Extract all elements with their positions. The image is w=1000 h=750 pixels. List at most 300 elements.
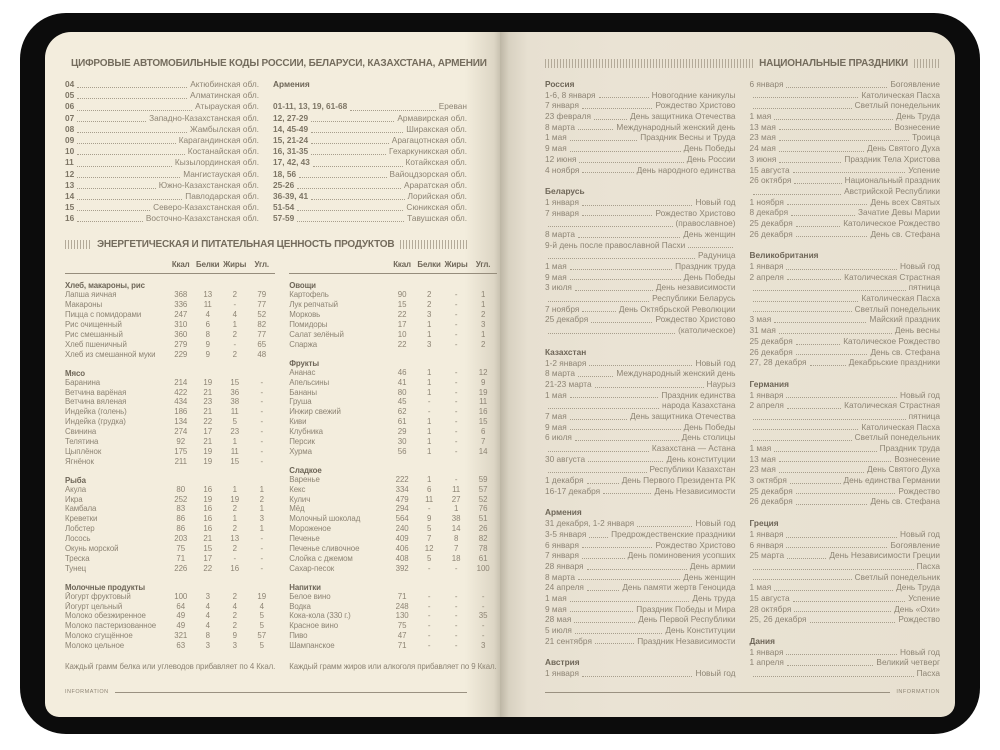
fat-value: 1 — [232, 320, 237, 330]
kcal-value: 71 — [176, 553, 185, 563]
country-header: Беларусь — [545, 186, 585, 197]
country-header: Армения — [545, 507, 582, 518]
food-row — [65, 514, 275, 524]
protein-value: - — [427, 563, 431, 573]
holiday-row — [545, 529, 736, 540]
dotted-leader — [570, 429, 681, 430]
kcal-value: 240 — [395, 524, 409, 534]
carbs-value: 2 — [480, 339, 486, 349]
holiday-date: 2 апреля — [749, 400, 784, 411]
carbs-value: 82 — [257, 320, 266, 330]
country-header: Россия — [545, 79, 575, 89]
holiday-name: День женщин — [683, 228, 736, 239]
carbs-value: 79 — [257, 290, 266, 300]
holiday-date: 1-2 января — [545, 357, 587, 368]
kcal-value: 49 — [176, 611, 185, 621]
holiday-date: 1 мая — [545, 592, 567, 603]
dotted-leader — [582, 311, 615, 312]
holiday-date: 2 апреля — [749, 271, 784, 282]
carbs-value: 5 — [259, 621, 264, 631]
protein-value: - — [427, 631, 431, 641]
protein-value: - — [427, 591, 431, 601]
food-row — [289, 340, 496, 350]
holiday-name: День Конституции — [665, 625, 736, 635]
code-value: 17, 42, 43 — [273, 157, 310, 168]
hatch-decoration — [400, 240, 467, 249]
food-row — [289, 504, 496, 514]
holiday-date: 13 мая — [749, 453, 776, 464]
food-group-header: Сладкое — [289, 465, 322, 475]
kcal-value: 71 — [397, 641, 407, 651]
dotted-leader — [787, 279, 841, 280]
code-value: 13 — [65, 179, 75, 190]
fat-value: - — [233, 339, 236, 349]
food-name: Молоко пастеризованное — [65, 621, 157, 631]
holiday-name: Рождество Христово — [655, 314, 736, 325]
food-name: Хлеб пшеничный — [65, 339, 127, 349]
region-name: Мангистауская обл. — [183, 168, 259, 179]
protein-value: 16 — [203, 484, 212, 494]
food-row — [289, 592, 496, 602]
food-rows-right — [289, 281, 496, 651]
kcal-value: 310 — [174, 320, 188, 330]
kcal-value: 274 — [174, 427, 188, 437]
holiday-name: Католическое Рождество — [843, 217, 940, 228]
protein-value: 19 — [203, 494, 212, 504]
dotted-leader — [579, 162, 683, 163]
holiday-name: Праздник Весны и Труда — [640, 132, 736, 143]
carbs-value: - — [481, 621, 485, 631]
dotted-leader — [570, 397, 659, 398]
holiday-name: День Первого Президента РК — [621, 475, 736, 486]
food-name: Кока-кола (330 г.) — [289, 611, 351, 621]
dotted-leader — [791, 215, 855, 216]
holiday-row — [750, 657, 941, 668]
dotted-leader — [548, 451, 649, 452]
dotted-leader — [77, 121, 146, 122]
holiday-name: пятница — [908, 282, 940, 293]
protein-value: 1 — [426, 330, 432, 339]
holiday-date: 26 октября — [749, 175, 792, 186]
code-row — [273, 202, 467, 213]
kcal-value: 64 — [176, 601, 185, 611]
holiday-date: 1-6, 8 января — [545, 89, 596, 100]
holiday-row — [750, 132, 941, 143]
holiday-name: День Независимости — [654, 485, 736, 496]
kcal-value: 29 — [397, 427, 407, 437]
kcal-value: 479 — [395, 494, 409, 504]
dotted-leader — [810, 365, 846, 366]
car-codes-title-bar — [65, 57, 487, 70]
code-value: 25-26 — [273, 179, 295, 190]
holiday-name: Успение — [908, 592, 940, 603]
protein-value: - — [427, 641, 431, 651]
food-column-left — [65, 260, 275, 671]
holiday-row — [750, 464, 941, 475]
region-name: Армавирская обл. — [397, 112, 467, 123]
holiday-row — [545, 282, 736, 293]
holiday-row — [750, 90, 941, 101]
carbs-value: 19 — [257, 591, 266, 601]
dotted-leader — [637, 526, 692, 527]
holiday-name: Католическая Пасха — [861, 89, 940, 100]
holiday-row — [545, 411, 736, 422]
kcal-value: 214 — [174, 377, 188, 387]
dotted-leader — [595, 387, 704, 388]
dotted-leader — [779, 151, 864, 152]
dotted-leader — [548, 408, 659, 409]
food-name: Киви — [289, 417, 307, 427]
kcal-value: 45 — [397, 397, 407, 407]
kcal-value: 134 — [174, 417, 188, 427]
holiday-name: День Победы — [683, 421, 736, 432]
holiday-row — [750, 197, 941, 208]
holiday-date: 1 мая — [749, 582, 772, 593]
holiday-date: 1 января — [749, 646, 784, 657]
food-name: Макароны — [65, 300, 103, 310]
holiday-date: 6 июля — [545, 432, 572, 443]
dotted-leader — [787, 408, 841, 409]
holiday-row — [545, 593, 736, 604]
holiday-date: 1 января — [749, 528, 784, 539]
holiday-name: Рождество Христово — [655, 539, 736, 550]
food-row — [289, 485, 496, 495]
dotted-leader — [787, 665, 874, 666]
code-value: 07 — [65, 112, 75, 123]
holiday-date: 1 января — [545, 668, 579, 679]
fat-value: 19 — [230, 494, 239, 504]
fat-value: 2 — [232, 290, 237, 300]
holiday-name: Рождество Христово — [655, 207, 736, 218]
food-row — [65, 447, 275, 457]
carbs-value: 1 — [259, 504, 264, 514]
holiday-date: 25 декабря — [545, 314, 589, 325]
holiday-name: Рождество — [898, 614, 940, 625]
food-row — [65, 378, 275, 388]
dotted-leader — [582, 172, 633, 173]
protein-value: 22 — [203, 563, 212, 573]
dotted-leader — [774, 322, 866, 323]
protein-value: 1 — [426, 377, 432, 387]
spacer — [545, 336, 736, 347]
food-name: Креветки — [65, 514, 98, 524]
dotted-leader — [570, 419, 627, 420]
kcal-value: 10 — [397, 330, 407, 339]
code-row — [65, 124, 259, 135]
holiday-row — [545, 132, 736, 143]
food-name: Ягнёнок — [65, 456, 94, 466]
dotted-leader — [810, 622, 896, 623]
dotted-leader — [753, 194, 842, 195]
holiday-name: День св. Стефана — [870, 496, 940, 507]
food-row — [65, 554, 275, 564]
food-row — [289, 417, 496, 427]
code-value: 14 — [65, 190, 75, 201]
region-name: Павлодарская обл. — [185, 190, 259, 201]
protein-value: 1 — [426, 474, 432, 484]
holiday-row — [750, 357, 941, 368]
food-row — [289, 320, 496, 330]
protein-value: 19 — [203, 446, 212, 456]
holiday-name: День св. Стефана — [870, 228, 940, 239]
carbs-value: - — [481, 631, 485, 641]
holiday-row — [545, 443, 736, 454]
dotted-leader — [595, 643, 634, 644]
holiday-row — [750, 496, 941, 507]
code-row — [65, 79, 259, 90]
dotted-leader — [786, 397, 897, 398]
fat-value: - — [454, 407, 458, 417]
dotted-leader — [753, 676, 914, 677]
dotted-leader — [774, 451, 876, 452]
region-name: Ширакская обл. — [406, 123, 467, 134]
holiday-date: 16-17 декабря — [545, 485, 601, 496]
food-name: Баранина — [65, 377, 101, 387]
dotted-leader — [582, 205, 693, 206]
carbs-value: 57 — [257, 631, 266, 641]
food-name: Йогурт цельный — [65, 601, 123, 611]
dotted-leader — [311, 121, 394, 122]
food-name: Лук репчатый — [289, 300, 338, 310]
holiday-name: День поминовения усопших — [627, 550, 736, 561]
holiday-date: 7 мая — [545, 410, 567, 421]
holiday-name: День защитника Отечества — [630, 410, 736, 421]
holiday-row — [750, 582, 941, 593]
holiday-date: 1 декабря — [545, 475, 584, 486]
dotted-leader — [297, 221, 404, 222]
dotted-leader — [787, 204, 868, 205]
dotted-leader — [753, 569, 914, 570]
hatch-decoration — [914, 59, 940, 68]
fat-value: - — [454, 290, 458, 300]
food-name: Варенье — [289, 474, 320, 484]
food-name: Акула — [65, 484, 87, 494]
food-name: Ветчина вяленая — [65, 397, 127, 407]
kcal-value: 75 — [397, 621, 407, 631]
region-name: Арагацотнская обл. — [391, 134, 467, 145]
region-name: Тавушская обл. — [407, 213, 467, 224]
holiday-name: День всех Святых — [870, 196, 940, 207]
protein-value: 6 — [205, 320, 210, 330]
holiday-row — [750, 347, 941, 358]
carbs-value: 100 — [476, 563, 490, 573]
carbs-value: 1 — [480, 330, 486, 339]
protein-value: 4 — [205, 611, 210, 621]
food-name: Морковь — [289, 310, 321, 320]
holiday-name: Наурыз — [706, 378, 736, 389]
region-name: Атырауская обл. — [195, 101, 259, 112]
holiday-row — [545, 572, 736, 583]
holiday-name: Новогодние каникулы — [651, 89, 736, 100]
kcal-value: 222 — [395, 474, 409, 484]
holiday-row — [545, 636, 736, 647]
spacer — [545, 646, 736, 657]
food-name: Помидоры — [289, 320, 328, 330]
fat-value: 16 — [230, 563, 239, 573]
food-name: Камбала — [65, 504, 97, 514]
holiday-row — [545, 614, 736, 625]
protein-value: 1 — [426, 320, 432, 330]
holiday-date: 1 мая — [749, 111, 772, 122]
food-row — [65, 320, 275, 330]
fat-value: 11 — [452, 484, 461, 494]
carbs-value: 16 — [478, 407, 488, 417]
food-row — [289, 602, 496, 612]
region-name: Гехаркуникская обл. — [389, 146, 467, 157]
carbs-value: 61 — [478, 553, 488, 563]
holiday-date: 1 мая — [545, 132, 567, 143]
dotted-leader — [350, 110, 435, 111]
kcal-note-right: Каждый грамм жиров или алкоголя прибавляет по 9 Ккал. — [289, 662, 497, 672]
kcal-value: 71 — [397, 591, 407, 601]
protein-value: 22 — [203, 417, 212, 427]
region-name: Восточно-Казахстанская обл. — [145, 213, 259, 224]
fat-value: 2 — [232, 591, 237, 601]
holiday-date: 1 мая — [749, 443, 772, 453]
food-name: Салат зелёный — [289, 330, 344, 339]
code-row — [65, 157, 259, 168]
kcal-value: 15 — [397, 300, 407, 310]
carbs-value: 1 — [480, 290, 486, 300]
food-row — [289, 447, 496, 457]
protein-value: 1 — [426, 417, 432, 427]
spacer — [750, 368, 941, 379]
food-name: Бананы — [289, 387, 317, 397]
code-value: 05 — [65, 90, 75, 101]
holiday-row — [750, 614, 941, 625]
code-value: 04 — [65, 79, 75, 89]
dotted-leader — [796, 236, 868, 237]
holiday-row — [750, 529, 941, 540]
holiday-row — [750, 668, 941, 679]
holiday-row — [545, 143, 736, 154]
carbs-value: 3 — [259, 514, 264, 524]
fat-value: - — [454, 631, 458, 641]
carbs-value: 1 — [259, 524, 264, 534]
food-name: Спаржа — [289, 339, 318, 349]
fat-value: 38 — [451, 514, 461, 524]
holiday-name: Вознесение — [894, 453, 940, 464]
holiday-row — [545, 229, 736, 240]
food-name: Молочный шоколад — [289, 514, 361, 524]
holiday-row — [545, 325, 736, 336]
dotted-leader — [688, 247, 732, 248]
fat-value: - — [454, 339, 458, 349]
dotted-leader — [753, 108, 852, 109]
kcal-value: 336 — [174, 300, 188, 310]
kcal-value: 63 — [176, 641, 185, 651]
holiday-name: Праздник труда — [879, 443, 940, 453]
holiday-row — [545, 518, 736, 529]
holiday-name: Зачатие Девы Марии — [858, 207, 940, 218]
holiday-date: 8 марта — [545, 228, 575, 239]
holiday-name: Рождество — [898, 485, 940, 496]
food-name: Лапша яичная — [65, 290, 117, 300]
carbs-value: - — [260, 456, 263, 466]
holiday-name: Католическая Страстная — [844, 400, 940, 411]
holiday-name: Светлый понедельник — [854, 303, 940, 314]
carbs-value: 11 — [479, 397, 488, 407]
holiday-name: пятница — [908, 410, 940, 421]
holiday-row — [750, 411, 941, 422]
food-row — [289, 475, 496, 485]
kcal-value: 86 — [176, 524, 185, 534]
fat-value: - — [454, 621, 458, 631]
code-value: 10 — [65, 146, 75, 157]
region-name: Актюбинская обл. — [190, 79, 259, 89]
carbs-value: - — [260, 553, 263, 563]
holiday-date: 1 января — [749, 261, 784, 271]
dotted-leader — [591, 322, 652, 323]
food-group-header: Мясо — [65, 368, 85, 378]
food-row — [65, 524, 275, 534]
dotted-leader — [77, 210, 150, 211]
fat-value: 2 — [232, 349, 237, 359]
fat-value: 8 — [453, 534, 459, 544]
food-row — [289, 495, 496, 505]
kcal-value: 61 — [397, 417, 407, 427]
food-group-header: Напитки — [289, 582, 321, 592]
holiday-row — [545, 358, 736, 369]
holiday-date: 23 мая — [749, 464, 776, 475]
holiday-row — [545, 475, 736, 486]
food-row — [289, 554, 496, 564]
dotted-leader — [786, 269, 897, 270]
protein-value: - — [427, 611, 431, 621]
kcal-value: 30 — [397, 437, 407, 447]
holiday-row — [545, 432, 736, 443]
food-title-bar — [65, 238, 467, 251]
holiday-name: День труда — [692, 592, 736, 603]
holiday-row — [545, 250, 736, 261]
carbs-value: 52 — [257, 310, 266, 320]
holiday-name: День независимости — [655, 282, 736, 293]
dotted-leader — [796, 344, 841, 345]
holiday-name: Новый год — [899, 528, 940, 539]
holiday-name: Новый год — [695, 518, 736, 529]
food-name: Рис очищенный — [65, 320, 122, 330]
food-row — [65, 330, 275, 340]
region-name: Араратская обл. — [403, 179, 467, 190]
dotted-leader — [77, 188, 155, 189]
holiday-row — [750, 175, 941, 186]
car-codes-column-left — [65, 79, 259, 224]
code-row — [273, 169, 467, 180]
kcal-value: 17 — [397, 320, 407, 330]
footer-rule — [115, 692, 467, 693]
fat-value: - — [454, 377, 458, 387]
kcal-value: 75 — [176, 544, 185, 554]
food-row — [65, 417, 275, 427]
holiday-name: Международный женский день — [616, 121, 736, 132]
carbs-value: - — [260, 397, 263, 407]
dotted-leader — [753, 579, 852, 580]
region-name: Алматинская обл. — [189, 90, 259, 101]
carbs-value: 59 — [478, 474, 488, 484]
dotted-leader — [548, 258, 695, 259]
protein-value: 9 — [205, 339, 210, 349]
food-name: Печенье — [289, 534, 320, 544]
code-value: 06 — [65, 101, 75, 112]
food-row — [65, 388, 275, 398]
dotted-leader — [297, 210, 403, 211]
holiday-date: 26 декабря — [749, 496, 793, 507]
dotted-leader — [548, 472, 647, 473]
holiday-date: 9 мая — [545, 603, 567, 614]
food-name: Сахар-песок — [289, 563, 335, 573]
kcal-value: 92 — [176, 437, 185, 447]
left-page-footer — [65, 689, 467, 695]
